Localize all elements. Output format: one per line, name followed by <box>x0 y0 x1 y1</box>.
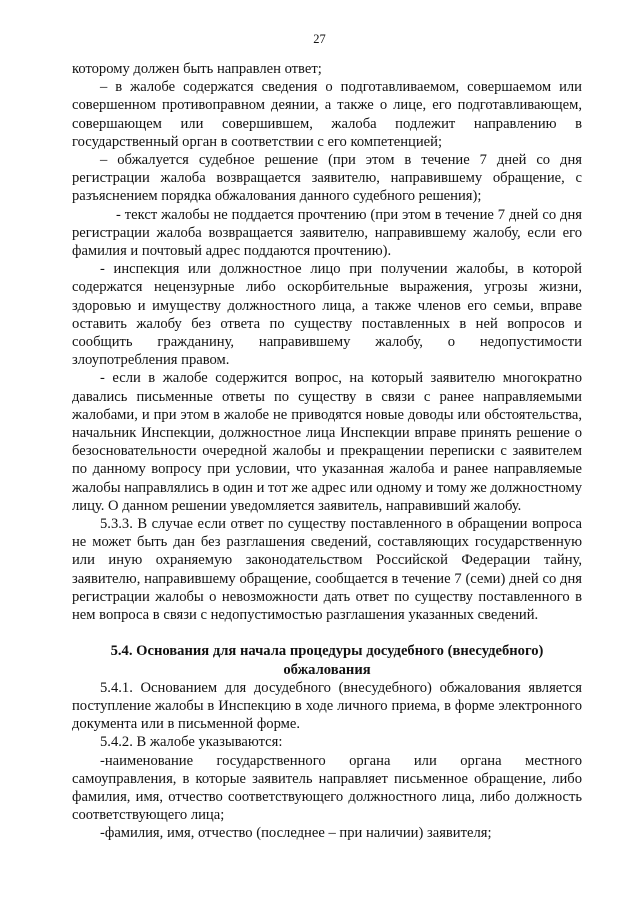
list-item: – обжалуется судебное решение (при этом в течение 7 дней со дня регистрации жалоба возвращается заявителю, направившему обращение, с разъяснением порядка обжалования данного судебного решения); <box>72 152 582 205</box>
section-heading: 5.4. Основания для начала процедуры досудебного (внесудебного) обжалования <box>110 643 544 678</box>
list-item: – в жалобе содержатся сведения о подготавливаемом, совершаемом или совершенном противоправном деянии, а также о лице, его подготавливающем, совершающем или совершившем, жалоба подлежит направлению в государственный орган в соответствии с его компетенцией; <box>72 79 582 150</box>
paragraph: которому должен быть направлен ответ; <box>72 61 322 77</box>
paragraph: 5.4.1. Основанием для досудебного (внесудебного) обжалования является поступление жалобы в Инспекцию в ходе личного приема, в форме электронного документа или в письменной форме. <box>72 679 582 733</box>
paragraph: 5.3.3. В случае если ответ по существу поставленного в обращении вопроса не может быть дан без разглашения сведений, составляющих государственную или иную охраняемую законодательством Российской Федерации тайну, заявителю, направившему обращение, сообщается в течение 7 (семи) дней со дня регистрации жалобы о невозможности дать ответ по существу поставленного в нем вопроса в связи с недопустимостью разглашения указанных сведений. <box>72 516 582 624</box>
list-item: - если в жалобе содержится вопрос, на который заявителю многократно давались письменные ответы по существу в связи с ранее направляемыми жалобами, и при этом в жалобе не приводятся новые доводы или обстоятельства, начальник Инспекции, должностное лица Инспекции вправе принять решение о безосновательности очередной жалобы и прекращении переписки с заявителем по данному вопросу при условии, что указанная жалоба и ранее направляемые жалобы направлялись в один и тот же адрес или одному и тому же должностному лицу. О данном решении уведомляется заявитель, направивший жалобу. <box>72 370 582 514</box>
list-item: - инспекция или должностное лицо при получении жалобы, в которой содержатся нецензурные либо оскорбительные выражения, угрозы жизни, здоровью и имуществу должностного лица, а также членов его семьи, вправе оставить жалобу без ответа по существу поставленных в ней вопросов и сообщить гражданину, направившему жалобу, о недопустимости злоупотребления правом. <box>72 261 582 369</box>
page-number: 27 <box>313 32 326 46</box>
list-item: -фамилия, имя, отчество (последнее – при наличии) заявителя; <box>100 825 492 842</box>
list-item: - текст жалобы не поддается прочтению (при этом в течение 7 дней со дня регистрации жалоба возвращается заявителю, направившему жалобу, если его фамилия и почтовый адрес поддаются прочтению). <box>72 206 582 260</box>
list-item: -наименование государственного органа или органа местного самоуправления, в которые заявитель направляет письменное обращение, либо фамилия, имя, отчество соответствующего должностного лица, либо должность соответствующего лица; <box>72 752 582 824</box>
document-body <box>72 60 582 843</box>
section-gap <box>72 624 582 642</box>
paragraph: 5.4.2. В жалобе указываются: <box>100 734 283 751</box>
